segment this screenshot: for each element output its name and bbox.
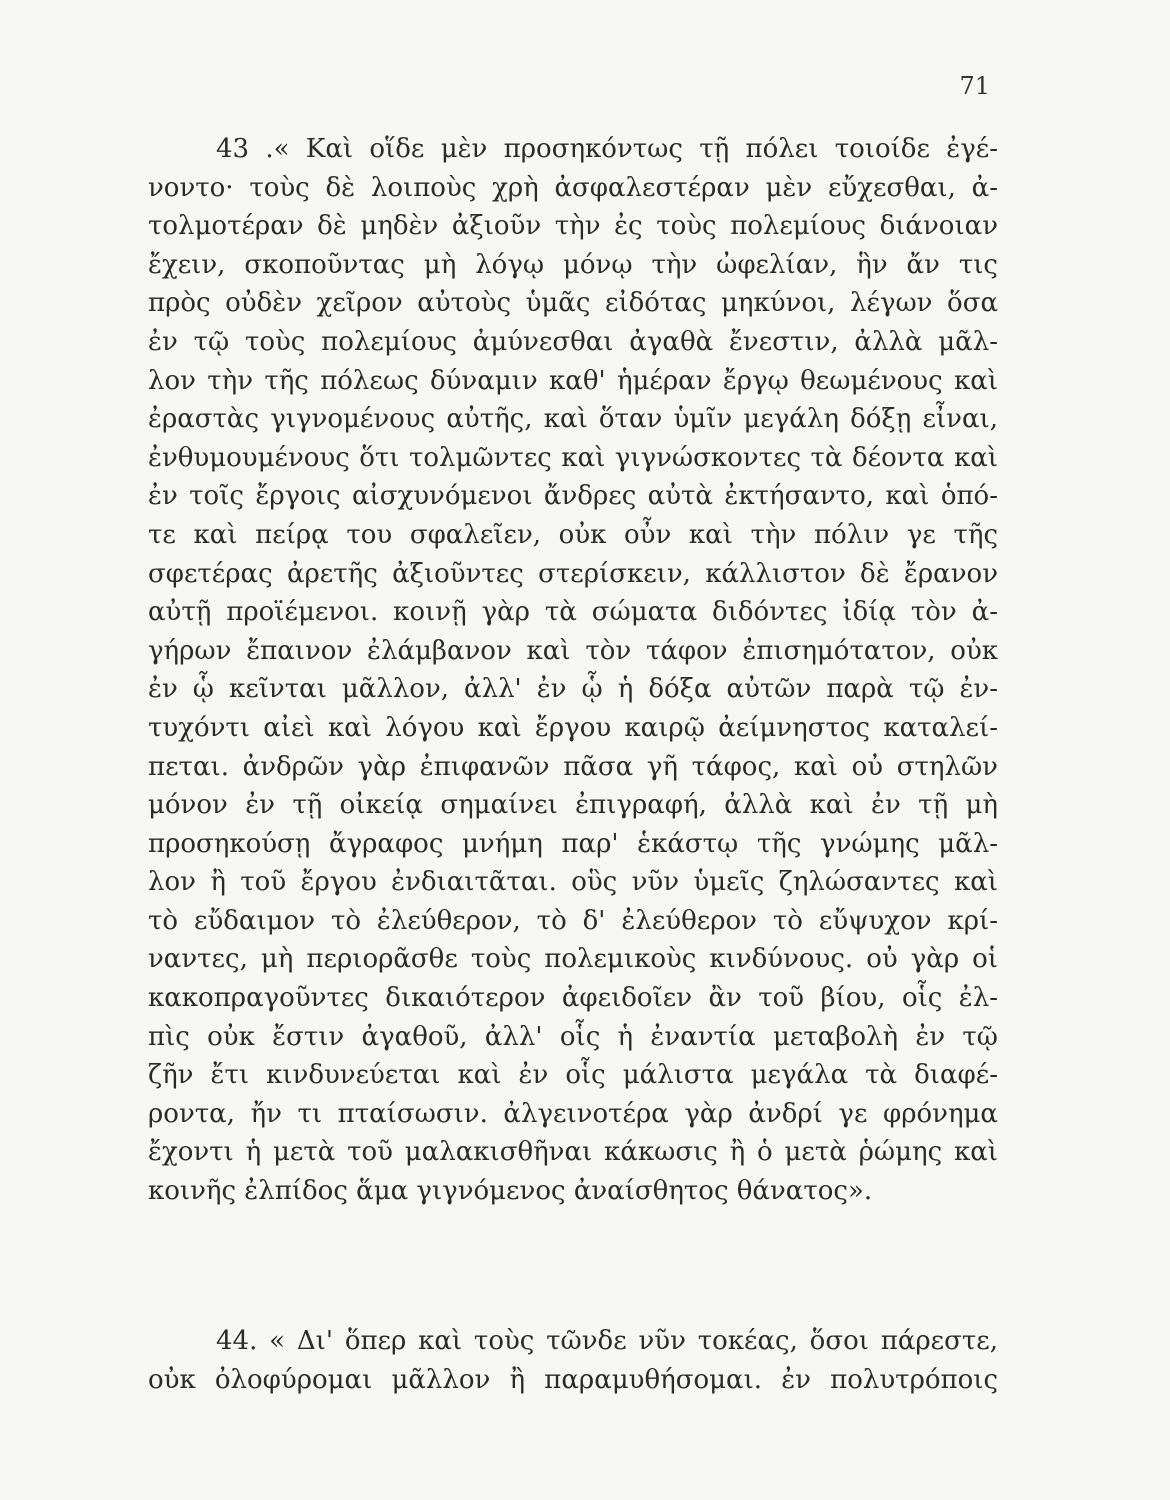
text-line: πρὸς οὐδὲν χεῖρον αὐτοὺς ὑμᾶς εἰδότας μηκύνοι, λέγων ὅσα — [148, 288, 998, 319]
text-line: πεται. ἀνδρῶν γὰρ ἐπιφανῶν πᾶσα γῆ τάφος, καὶ οὐ στηλῶν — [148, 751, 998, 782]
text-line: προσηκούσῃ ἄγραφος μνήμη παρ' ἑκάστῳ τῆς γνώμης μᾶλ- — [148, 828, 998, 859]
text-line: σφετέρας ἀρετῆς ἀξιοῦντες στερίσκειν, κάλλιστον δὲ ἔρανον — [148, 558, 998, 589]
text-line: ζῆν ἔτι κινδυνεύεται καὶ ἐν οἷς μάλιστα μεγάλα τὰ διαφέ- — [148, 1060, 998, 1091]
text-line: ἐν τοῖς ἔργοις αἰσχυνόμενοι ἄνδρες αὐτὰ ἐκτήσαντο, καὶ ὁπό- — [148, 481, 998, 512]
text-line: τολμοτέραν δὲ μηδὲν ἀξιοῦν τὴν ἐς τοὺς πολεμίους διάνοιαν — [148, 211, 998, 242]
paragraph-44 — [148, 1322, 998, 1399]
text-line: ναντες, μὴ περιορᾶσθε τοὺς πολεμικοὺς κινδύνους. οὐ γὰρ οἱ — [148, 944, 998, 975]
text-line: αὐτῇ προϊέμενοι. κοινῇ γὰρ τὰ σώματα διδόντες ἰδίᾳ τὸν ἀ- — [148, 597, 998, 628]
text-line: πὶς οὐκ ἔστιν ἀγαθοῦ, ἀλλ' οἷς ἡ ἐναντία μεταβολὴ ἐν τῷ — [148, 1021, 998, 1052]
text-line: λον τὴν τῆς πόλεως δύναμιν καθ' ἡμέραν ἔργῳ θεωμένους καὶ — [148, 365, 998, 396]
text-line: κακοπραγοῦντες δικαιότερον ἀφειδοῖεν ἂν τοῦ βίου, οἷς ἐλ- — [148, 983, 998, 1014]
text-line: τὸ εὔδαιμον τὸ ἐλεύθερον, τὸ δ' ἐλεύθερον τὸ εὔψυχον κρί- — [148, 905, 998, 936]
text-line: τυχόντι αἰεὶ καὶ λόγου καὶ ἔργου καιρῷ ἀείμνηστος καταλεί- — [148, 712, 998, 743]
text-line: 43 .« Καὶ οἵδε μὲν προσηκόντως τῇ πόλει τοιοίδε ἐγέ- — [216, 134, 998, 164]
text-line: λον ἢ τοῦ ἔργου ἐνδιαιτᾶται. οὓς νῦν ὑμεῖς ζηλώσαντες καὶ — [148, 867, 998, 898]
text-line: ἔχοντι ἡ μετὰ τοῦ μαλακισθῆναι κάκωσις ἢ ὁ μετὰ ῥώμης καὶ — [148, 1137, 998, 1168]
text-line: τε καὶ πείρᾳ του σφαλεῖεν, οὐκ οὖν καὶ τὴν πόλιν γε τῆς — [148, 519, 998, 550]
text-line: 44. « Δι' ὅπερ καὶ τοὺς τῶνδε νῦν τοκέας, ὅσοι πάρεστε, — [216, 1326, 998, 1356]
text-line: ἔχειν, σκοποῦντας μὴ λόγῳ μόνῳ τὴν ὠφελίαν, ἣν ἄν τις — [148, 249, 998, 280]
text-line: ἐν τῷ τοὺς πολεμίους ἀμύνεσθαι ἀγαθὰ ἔνεστιν, ἀλλὰ μᾶλ- — [148, 326, 998, 357]
text-line: οὐκ ὀλοφύρομαι μᾶλλον ἢ παραμυθήσομαι. ἐν πολυτρόποις — [148, 1364, 998, 1395]
text-line: νοντο· τοὺς δὲ λοιποὺς χρὴ ἀσφαλεστέραν μὲν εὔχεσθαι, ἀ- — [148, 172, 998, 203]
text-line: ροντα, ἤν τι πταίσωσιν. ἀλγεινοτέρα γὰρ ἀνδρί γε φρόνημα — [148, 1098, 998, 1129]
text-line: ἐραστὰς γιγνομένους αὐτῆς, καὶ ὅταν ὑμῖν μεγάλη δόξῃ εἶναι, — [148, 404, 998, 435]
text-line: γήρων ἔπαινον ἐλάμβανον καὶ τὸν τάφον ἐπισημότατον, οὐκ — [148, 635, 998, 666]
page-number: 71 — [959, 72, 990, 100]
paragraph-43 — [148, 130, 998, 1211]
text-line: μόνον ἐν τῇ οἰκείᾳ σημαίνει ἐπιγραφή, ἀλλὰ καὶ ἐν τῇ μὴ — [148, 790, 998, 821]
text-line: κοινῆς ἐλπίδος ἅμα γιγνόμενος ἀναίσθητος θάνατος». — [148, 1176, 873, 1207]
text-line: ἐν ᾧ κεῖνται μᾶλλον, ἀλλ' ἐν ᾧ ἡ δόξα αὐτῶν παρὰ τῷ ἐν- — [148, 674, 998, 705]
text-line: ἐνθυμουμένους ὅτι τολμῶντες καὶ γιγνώσκοντες τὰ δέοντα καὶ — [148, 442, 998, 473]
